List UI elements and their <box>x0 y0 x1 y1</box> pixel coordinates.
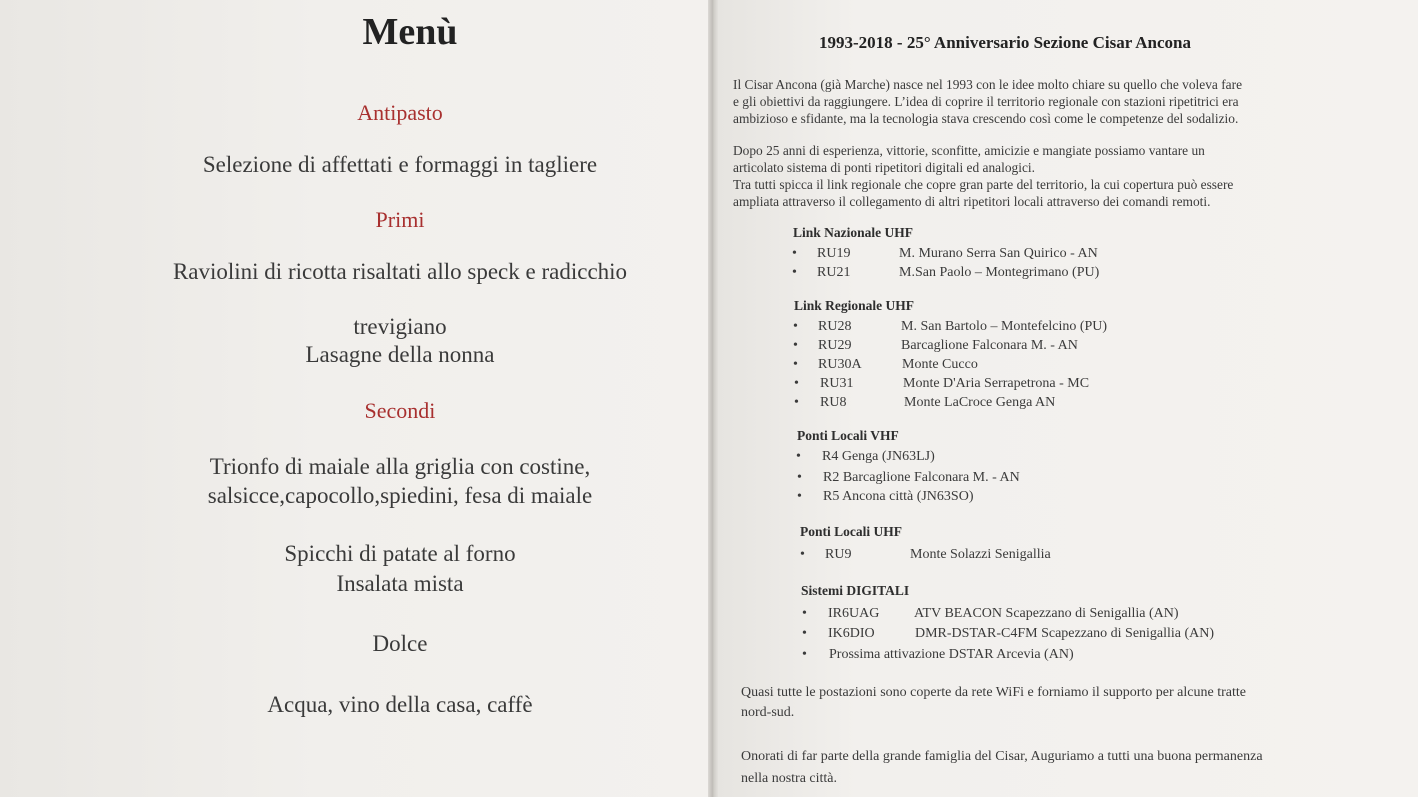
closing-line: Onorati di far parte della grande famiglia del Cisar, Auguriamo a tutti una buona permanenza <box>741 749 1263 764</box>
intro-line: ambizioso e sfidante, ma la tecnologia stava crescendo così come le competenze del sodalizio. <box>733 111 1239 126</box>
repeater-code: RU8 <box>820 395 847 410</box>
bullet-icon: • <box>797 470 802 485</box>
bullet-icon: • <box>792 246 797 261</box>
repeater-location: Monte LaCroce Genga AN <box>904 395 1056 410</box>
experience-line: ampliata attraverso il collegamento di altri ripetitori locali attraverso dei comandi remoti. <box>733 194 1211 209</box>
bullet-icon: • <box>793 338 798 353</box>
wifi-paragraph <box>741 683 1246 723</box>
experience-line: Tra tutti spicca il link regionale che copre gran parte del territorio, la cui copertura può essere <box>733 177 1234 192</box>
bullet-icon: • <box>793 319 798 334</box>
repeater-location: M. San Bartolo – Montefelcino (PU) <box>901 319 1108 334</box>
repeater-location: M. Murano Serra San Quirico - AN <box>899 246 1098 261</box>
bullet-icon: • <box>802 606 807 621</box>
link-regionale-header: Link Regionale UHF <box>794 298 915 313</box>
intro-paragraph <box>733 76 1242 127</box>
repeater-code: RU21 <box>817 265 851 280</box>
repeater-code: RU19 <box>817 246 851 261</box>
bullet-icon: • <box>802 647 807 662</box>
repeater-location: Monte D'Aria Serrapetrona - MC <box>903 376 1090 391</box>
bullet-icon: • <box>796 449 801 464</box>
primi-item-1-line-1: Raviolini di ricotta risaltati allo speck e radicchio <box>172 259 628 284</box>
repeater-location: Monte Solazzi Senigallia <box>910 547 1051 562</box>
repeater-code: RU9 <box>825 547 852 562</box>
bullet-icon: • <box>792 265 797 280</box>
bullet-icon: • <box>797 489 802 504</box>
system-code: IK6DIO <box>828 626 875 641</box>
system-note: Prossima attivazione DSTAR Arcevia (AN) <box>829 647 1074 662</box>
repeater-code: RU28 <box>818 319 852 334</box>
intro-line: e gli obiettivi da raggiungere. L’idea di coprire il territorio regionale con stazioni ripetitrici era <box>733 94 1239 109</box>
repeater-entry: R2 Barcaglione Falconara M. - AN <box>823 470 1020 485</box>
closing-line: nella nostra città. <box>741 771 838 786</box>
repeater-code: RU31 <box>820 376 854 391</box>
sistemi-digitali-header: Sistemi DIGITALI <box>801 583 910 598</box>
bullet-icon: • <box>802 626 807 641</box>
experience-line: Dopo 25 anni di esperienza, vittorie, sconfitte, amicizie e mangiate possiamo vantare un <box>733 143 1205 158</box>
repeater-code: RU30A <box>818 357 862 372</box>
bullet-icon: • <box>793 357 798 372</box>
repeater-entry: R5 Ancona città (JN63SO) <box>823 489 974 504</box>
bullet-icon: • <box>794 376 799 391</box>
contorno-2: Insalata mista <box>336 571 464 596</box>
ponti-vhf-header: Ponti Locali VHF <box>797 428 899 443</box>
secondi-item-line-1: Trionfo di maiale alla griglia con costine, <box>209 454 591 479</box>
repeater-location: Barcaglione Falconara M. - AN <box>901 338 1078 353</box>
secondi-item-line-2: salsicce,capocollo,spiedini, fesa di maiale <box>207 483 593 508</box>
intro-line: Il Cisar Ancona (già Marche) nasce nel 1993 con le idee molto chiare su quello che voleva fare <box>733 77 1243 92</box>
experience-paragraph <box>733 142 1233 210</box>
system-description: ATV BEACON Scapezzano di Senigallia (AN) <box>914 606 1179 621</box>
repeater-location: Monte Cucco <box>902 357 978 372</box>
experience-line: articolato sistema di ponti ripetitori digitali ed analogici. <box>733 160 1035 175</box>
system-code: IR6UAG <box>828 606 880 621</box>
bullet-icon: • <box>800 547 805 562</box>
bevande: Acqua, vino della casa, caffè <box>267 692 533 717</box>
menu-title: Menù <box>362 11 458 53</box>
repeater-location: M.San Paolo – Montegrimano (PU) <box>899 265 1100 280</box>
anniversary-title: 1993-2018 - 25° Anniversario Sezione Cisar Ancona <box>819 33 1191 52</box>
dolce: Dolce <box>372 631 428 656</box>
repeater-entry: R4 Genga (JN63LJ) <box>822 449 935 464</box>
system-description: DMR-DSTAR-C4FM Scapezzano di Senigallia (AN) <box>915 626 1215 641</box>
ponti-uhf-header: Ponti Locali UHF <box>800 524 902 539</box>
contorno-1: Spicchi di patate al forno <box>284 541 516 566</box>
primi-item-1-line-2: trevigiano <box>353 314 447 339</box>
antipasto-item: Selezione di affettati e formaggi in tagliere <box>202 152 598 177</box>
antipasto-header: Antipasto <box>357 100 443 125</box>
secondi-header: Secondi <box>364 398 436 423</box>
repeater-code: RU29 <box>818 338 852 353</box>
primi-item-2: Lasagne della nonna <box>305 342 495 367</box>
closing-paragraph <box>741 746 1263 790</box>
bullet-icon: • <box>794 395 799 410</box>
primi-header: Primi <box>375 207 425 232</box>
wifi-line: Quasi tutte le postazioni sono coperte da rete WiFi e forniamo il supporto per alcune tratte <box>741 685 1246 700</box>
wifi-line: nord-sud. <box>741 705 795 720</box>
link-nazionale-header: Link Nazionale UHF <box>793 225 914 240</box>
